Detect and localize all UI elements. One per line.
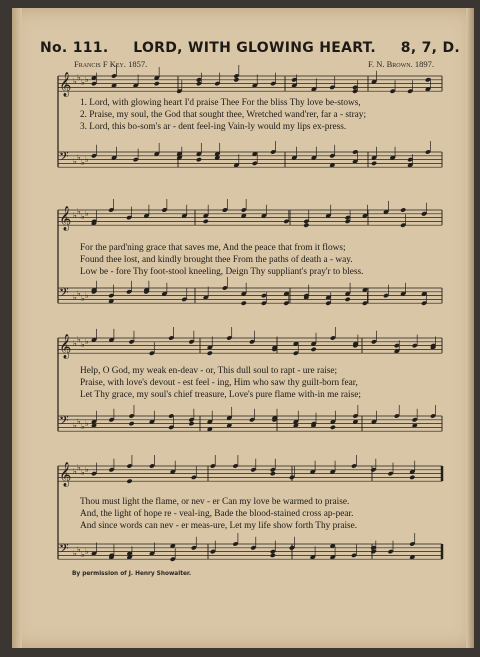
lyric-line: 3. Lord, this bo-som's ar - dent feel-ing Vain-ly would my lips ex-press. bbox=[80, 122, 347, 132]
flat-icon: ♭ bbox=[81, 468, 85, 477]
lyric-line: And, the light of hope re - veal-ing, Bade the blood-stained cross ap-pear. bbox=[80, 509, 354, 519]
flat-icon: ♭ bbox=[73, 157, 77, 166]
flat-icon: ♭ bbox=[77, 207, 81, 216]
flat-icon: ♭ bbox=[77, 289, 81, 298]
treble-clef-icon: 𝄞 bbox=[59, 206, 72, 230]
flat-icon: ♭ bbox=[81, 78, 85, 87]
flat-icon: ♭ bbox=[85, 291, 89, 300]
hymn-meter: 8, 7, D. bbox=[400, 40, 460, 56]
note-head bbox=[330, 425, 336, 430]
note-head bbox=[196, 157, 202, 162]
lyrics-system-1 bbox=[80, 97, 452, 133]
flat-icon: ♭ bbox=[81, 422, 85, 431]
flat-icon: ♭ bbox=[85, 337, 89, 346]
lyric-line: 2. Praise, my soul, the God that sought thee, Wretched wand'rer, far a - stray; bbox=[80, 110, 367, 120]
note-head bbox=[203, 219, 209, 224]
note-head bbox=[270, 553, 276, 558]
lyric-line: And since words can nev - er meas-ure, Let my life show forth Thy praise. bbox=[80, 521, 358, 531]
bass-clef-icon: 𝄢 bbox=[59, 413, 69, 431]
flat-icon: ♭ bbox=[81, 212, 85, 221]
flat-icon: ♭ bbox=[85, 155, 89, 164]
lyric-line: For the pard'ning grace that saves me, And the peace that from it flows; bbox=[80, 243, 346, 253]
permission-note: By permission of J. Henry Showalter. bbox=[72, 571, 192, 577]
lyrics-system-4 bbox=[80, 496, 452, 532]
treble-clef-icon: 𝄞 bbox=[59, 462, 72, 486]
flat-icon: ♭ bbox=[73, 421, 77, 430]
note-head bbox=[400, 207, 406, 212]
lyric-line: Low be - fore Thy foot-stool kneeling, Deign Thy suppliant's pray'r to bless. bbox=[80, 267, 364, 277]
note-head bbox=[241, 301, 247, 306]
treble-clef-icon: 𝄞 bbox=[59, 72, 72, 96]
flat-icon: ♭ bbox=[73, 211, 77, 220]
bass-clef-icon: 𝄢 bbox=[59, 541, 69, 559]
treble-clef-icon: 𝄞 bbox=[59, 334, 72, 358]
flat-icon: ♭ bbox=[73, 549, 77, 558]
note-head bbox=[311, 347, 317, 352]
flat-icon: ♭ bbox=[77, 463, 81, 472]
flat-icon: ♭ bbox=[85, 209, 89, 218]
flat-icon: ♭ bbox=[85, 419, 89, 428]
lyric-line: Found thee lost, and kindly brought thee From the paths of death a - way. bbox=[80, 255, 353, 265]
flat-icon: ♭ bbox=[81, 158, 85, 167]
lyric-line: Let Thy grace, my soul's chief treasure, Love's pure flame with-in me raise; bbox=[80, 390, 361, 400]
lyrics-system-3 bbox=[80, 365, 452, 401]
flat-icon: ♭ bbox=[81, 340, 85, 349]
hymn-title: LORD, WITH GLOWING HEART. bbox=[133, 40, 377, 56]
flat-icon: ♭ bbox=[81, 294, 85, 303]
note-head bbox=[371, 161, 377, 166]
note-head bbox=[207, 351, 213, 356]
note-head bbox=[188, 421, 194, 426]
bass-clef-icon: 𝄢 bbox=[59, 285, 69, 303]
flat-icon: ♭ bbox=[77, 73, 81, 82]
lyric-line: Help, O God, my weak en-deav - or, This dull soul to rapt - ure raise; bbox=[80, 366, 338, 376]
flat-icon: ♭ bbox=[73, 77, 77, 86]
note-head bbox=[128, 421, 134, 426]
bass-clef-icon: 𝄢 bbox=[59, 149, 69, 167]
flat-icon: ♭ bbox=[85, 547, 89, 556]
flat-icon: ♭ bbox=[73, 467, 77, 476]
flat-icon: ♭ bbox=[77, 153, 81, 162]
flat-icon: ♭ bbox=[85, 465, 89, 474]
flat-icon: ♭ bbox=[77, 335, 81, 344]
note-head bbox=[303, 223, 309, 228]
music-credit: F. N. Brown. 1897. bbox=[367, 59, 434, 69]
lyric-line: 1. Lord, with glowing heart I'd praise Thee For the bliss Thy love be-stows, bbox=[80, 98, 361, 108]
note-head bbox=[409, 475, 415, 480]
flat-icon: ♭ bbox=[73, 339, 77, 348]
note-head bbox=[345, 297, 351, 302]
flat-icon: ♭ bbox=[77, 545, 81, 554]
lyrics-system-2 bbox=[80, 242, 452, 278]
lyric-line: Thou must light the flame, or nev - er Can my love be warmed to praise. bbox=[80, 497, 350, 507]
flat-icon: ♭ bbox=[85, 75, 89, 84]
note-head bbox=[233, 77, 239, 82]
hymn-number: No. 111. bbox=[40, 40, 109, 56]
lyric-line: Praise, with love's devout - est feel - ing, Him who saw thy guilt-born fear, bbox=[80, 378, 358, 388]
note-head bbox=[154, 81, 160, 86]
flat-icon: ♭ bbox=[81, 550, 85, 559]
flat-icon: ♭ bbox=[73, 293, 77, 302]
words-credit: Francis F Key. 1857. bbox=[74, 59, 148, 69]
flat-icon: ♭ bbox=[77, 417, 81, 426]
note-head bbox=[126, 479, 132, 484]
note-head bbox=[270, 471, 276, 476]
